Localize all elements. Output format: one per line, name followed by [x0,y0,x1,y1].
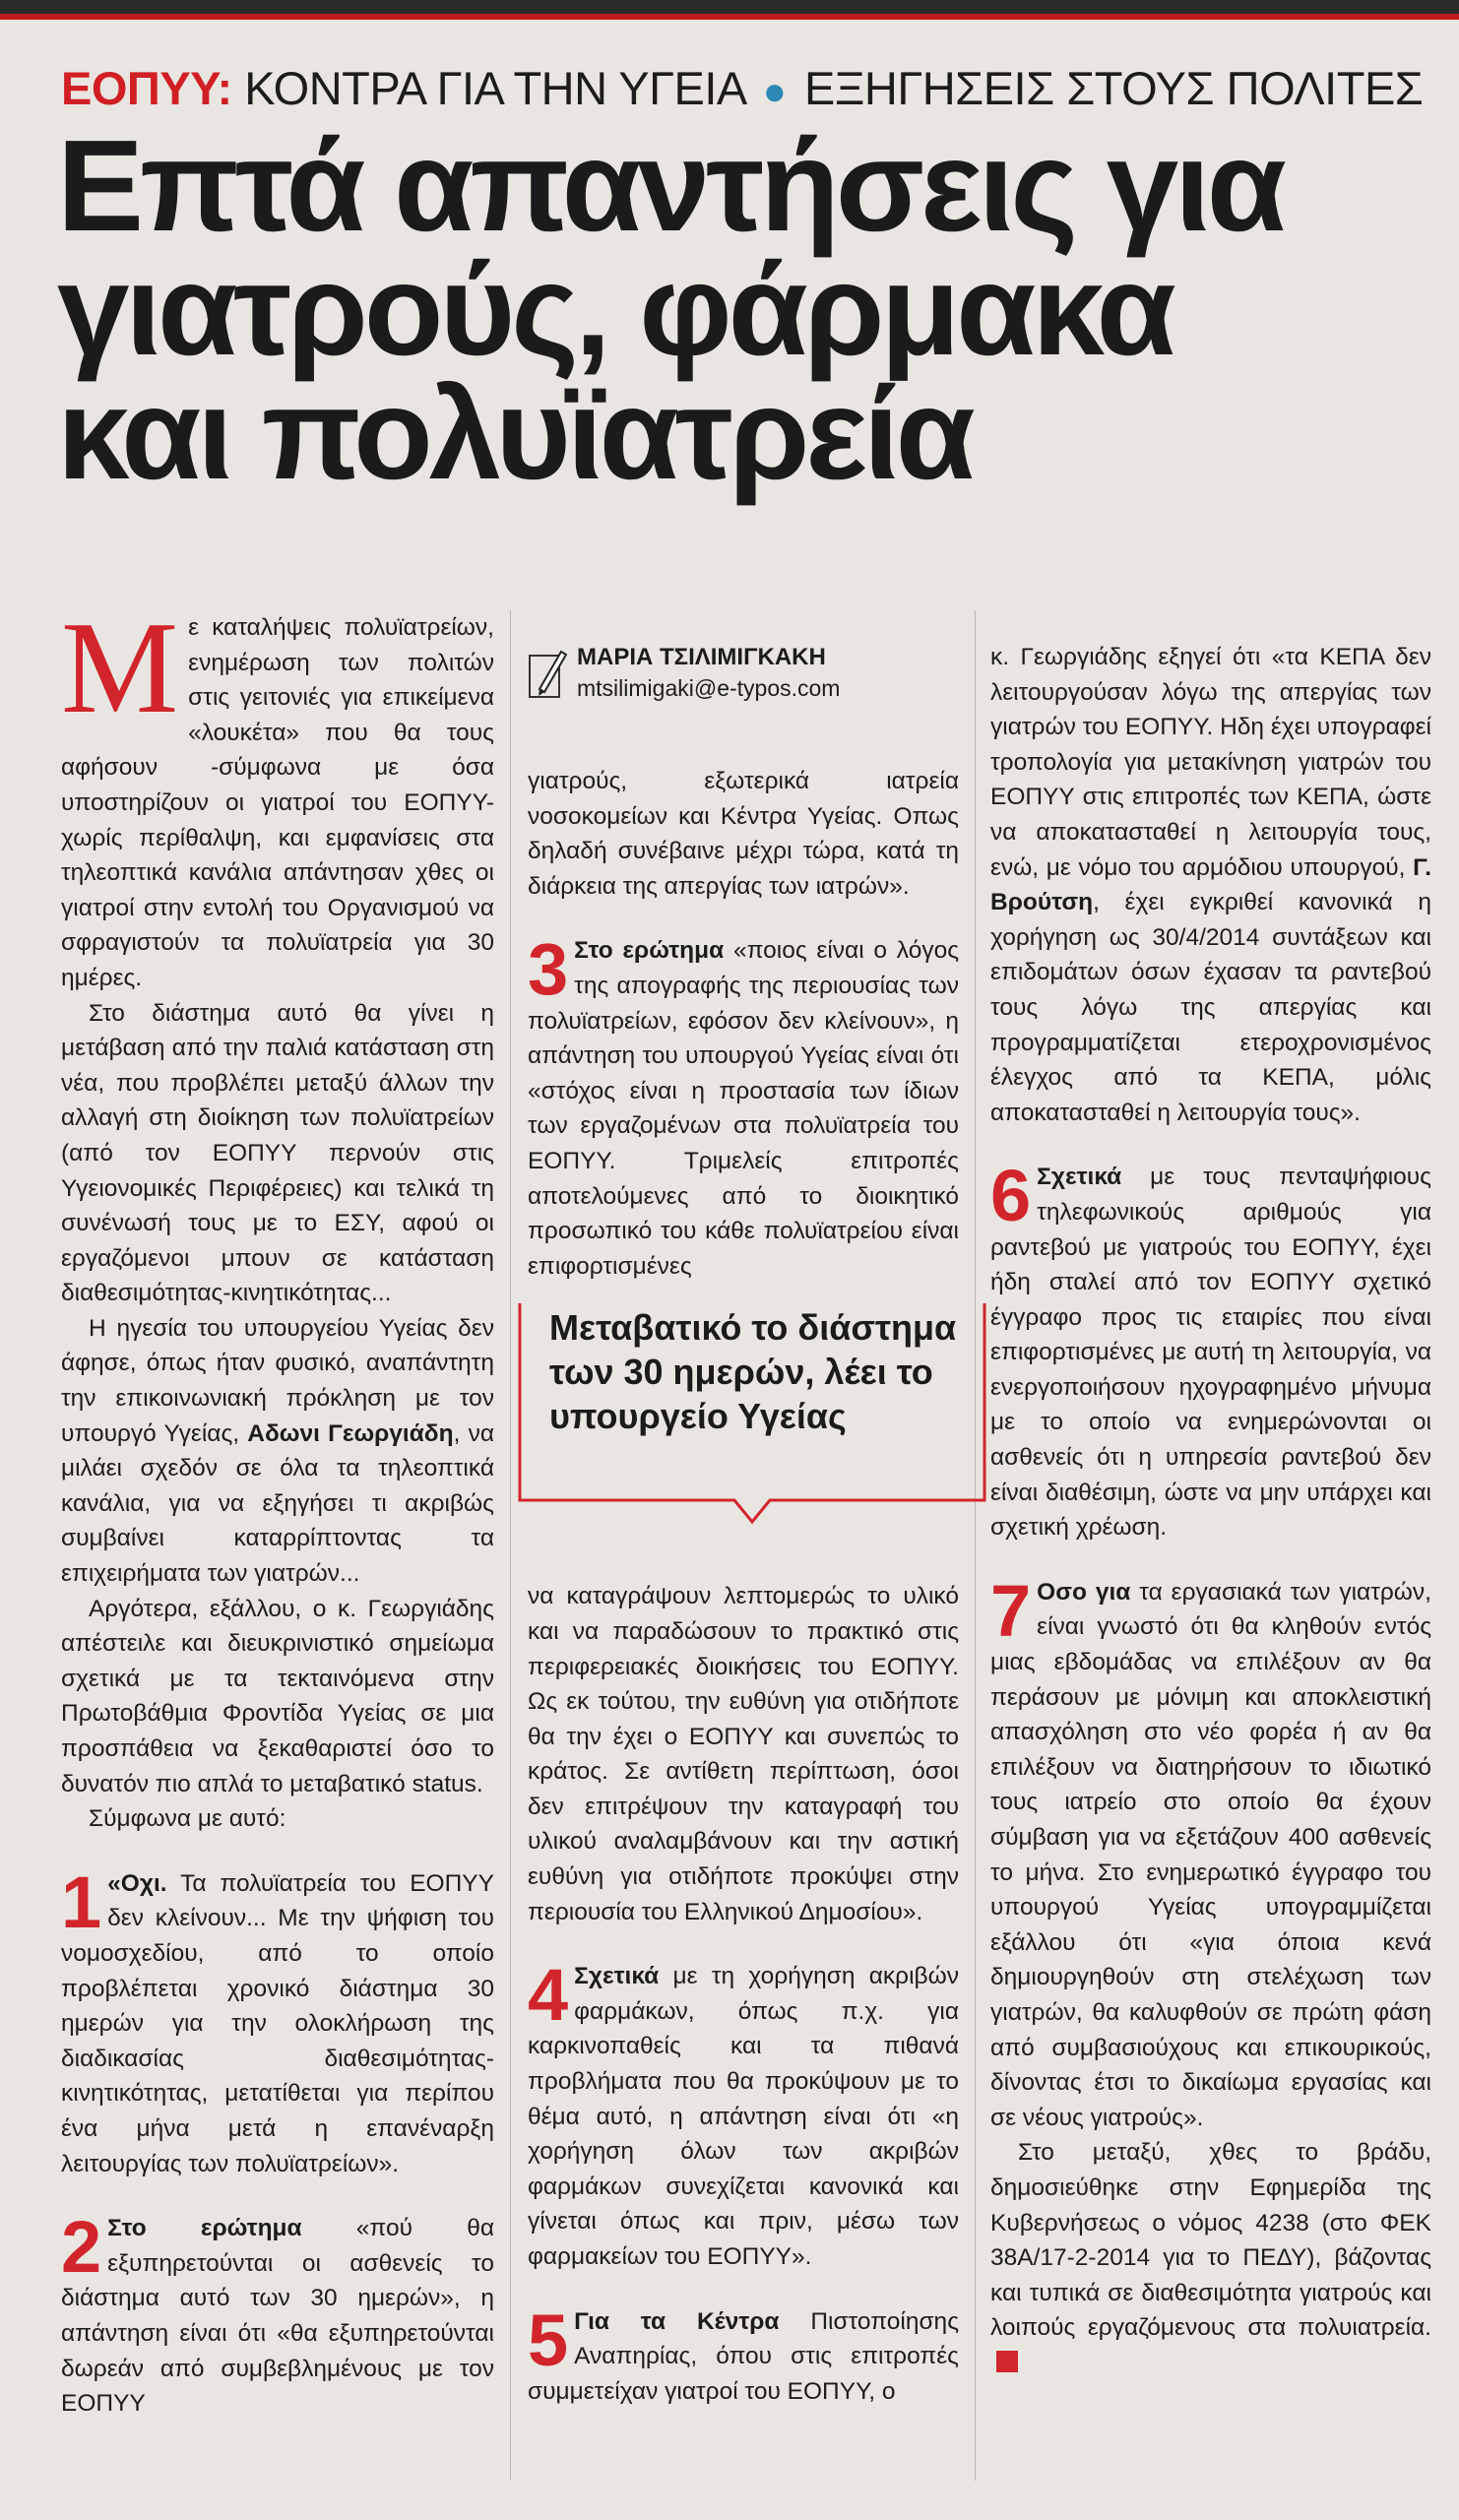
paragraph: γιατρούς, εξωτερικά ιατρεία νοσοκομείων και Κέντρα Υγείας. Οπως δηλαδή συνέβαινε μέχρι τώρα, κατά τη διάρκεια της απεργίας των ιατρών». [528,768,959,900]
intro-paragraph: Με καταλήψεις πολυϊατρείων, ενημέρωση των πολιτών στις γειτονιές για επικείμενα «λουκέτα» που θα τους αφήσουν -σύμφωνα με όσα υποστηρίζουν οι γιατροί του ΕΟΠΥΥ- χωρίς περίθαλψη, και εμφανίσεις στα τηλεοπτικά κανάλια απάντησαν χθες οι γιατροί στην εντολή του Οργανισμού να σφραγιστούν τα πολυϊατρεία για 30 ημέρες. [61,595,494,991]
answer-3: 3 Στο ερώτημα «ποιος είναι ο λόγος της απογραφής της περιουσίας των πολυϊατρείων, εφόσον δεν κλείνουν», η απάντηση του υπουργού Υγείας είναι ότι «στόχος είναι η προστασία των ίδιων των εργαζομένων στα πολυϊατρεία του ΕΟΠΥΥ. Τριμελείς επιτροπές αποτελούμενες από το διοικητικό προσωπικό του κάθε πολυϊατρείου είναι επιφορτισμένες [528,928,959,1280]
answer-number: 7 [990,1569,1032,1652]
author-email: mtsilimigaki@e-typos.com [577,675,841,701]
paragraph: Αργότερα, εξάλλου, ο κ. Γεωργιάδης απέστειλε και διευκρινιστικό σημείωμα σχετικά με τα τεκταινόμενα στην Πρωτοβάθμια Φροντίδα Υγείας σε μια προσπάθεια να ξεκαθαριστεί όσο το δυνατόν πιο απλά το μεταβατικό status. [61,1595,494,1797]
minister-name: Αδωνι Γεωργιάδη [247,1419,454,1447]
kicker-text-1: ΚΟΝΤΡΑ ΓΙΑ ΤΗΝ ΥΓΕΙΑ [244,62,745,114]
pen-icon [528,648,567,701]
answer-number: 2 [61,2206,102,2289]
pull-quote-box [516,1299,988,1528]
headline-line-3: και πολυϊατρεία [57,361,972,506]
minister-name-2: Γ. Βρούτση [990,853,1431,916]
bullet-dot-icon: ● [762,70,787,113]
answer-number: 1 [61,1860,102,1943]
column-divider-2 [975,610,976,2481]
article-column-1 [61,595,495,2422]
kicker-eopyy: ΕΟΠΥΥ: [61,62,232,114]
paragraph: Η ηγεσία του υπουργείου Υγείας δεν άφησε, όπως ήταν φυσικό, αναπάντητη την επικοινωνιακή πρόκληση με τον υπουργό Υγείας, Αδωνι Γεωργιάδη, να μιλάει σχεδόν σε όλα τα τηλεοπτικά κανάλια, για να εξηγήσει τι ακριβώς συμβαίνει καταρρίπτοντας τα επιχειρήματα των γιατρών... [61,1314,495,1588]
pull-quote-text: Μεταβατικό το διάστημα των 30 ημερών, λέει το υπουργείο Υγείας [549,1307,957,1436]
section-kicker [61,61,1423,115]
answer-4: 4 Σχετικά με τη χορήγηση ακριβών φαρμάκων, όπως π.χ. για καρκινοπαθείς και τα πιθανά προβλήματα που θα προκύψουν με το θέμα αυτό, η απάντηση είναι ότι «η χορήγηση όλων των ακριβών φαρμάκων συνεχίζεται κανονικά και γίνεται όπως και πριν, μέσω των φαρμακείων του ΕΟΠΥΥ». [528,1954,959,2270]
answer-7: 7 Οσο για τα εργασιακά των γιατρών, είναι γνωστό ότι θα κληθούν εντός μιας εβδομάδας να επιλέξουν αν θα περάσουν με μόνιμη και αποκλειστική απασχόληση στο νέο φορέα ή αν θα επιλέξουν να διατηρήσουν το ιδιωτικό τους ιατρείο στο οποίο θα έχουν σύμβαση για να εξετάζουν 400 ασθενείς το μήνα. Στο ενημερωτικό έγγραφο του υπουργού Υγείας υπογραμμίζεται εξάλλου ότι «για όποια κενά δημιουργηθούν στη στελέχωση των γιατρών, θα καλυφθούν σε πρώτη φάση από συμβασιούχους και επικουρικούς, δίνοντας έτσι το δικαίωμα εργασίας και σε νέους γιατρούς». [990,1569,1431,2131]
answer-1: 1 «Οχι. Τα πολυϊατρεία του ΕΟΠΥΥ δεν κλείνουν... Με την ψήφιση του νομοσχεδίου, από το οποίο προβλέπεται χρονικό διάστημα 30 ημερών για την ολοκλήρωση της διαδικασίας διαθεσιμότητας-κινητικότητας, μετατίθεται για περίπου ένα μήνα μετά η επανέναρξη λειτουργίας των πολυϊατρείων». [61,1860,494,2177]
paragraph: Στο διάστημα αυτό θα γίνει η μετάβαση από την παλιά κατάσταση στη νέα, που προβλέπει μεταξύ άλλων την αλλαγή στη διοίκηση των πολυϊατρείων (από τον ΕΟΠΥΥ περνούν στις Υγειονομικές Περιφέρειες) και τελικά τη συνένωσή τους με το ΕΣΥ, αφού οι εργαζόμενοι μπουν σε κατάσταση διαθεσιμότητας-κινητικότητας... [61,999,494,1307]
answer-5: 5 Για τα Κέντρα Πιστοποίησης Αναπηρίας, όπου στις επιτροπές συμμετείχαν γιατροί του ΕΟΠΥΥ, ο [528,2299,959,2405]
answer-number: 4 [528,1954,569,2037]
answer-number: 6 [990,1155,1032,1237]
top-red-rule [0,14,1459,20]
answer-number: 3 [528,928,569,1011]
column-divider-1 [510,610,511,2481]
headline [57,113,1455,506]
headline-line-1: Επτά απαντήσεις για [57,113,1283,258]
drop-cap: Μ [61,595,179,740]
paragraph: να καταγράψουν λεπτομερώς το υλικό και να παραδώσουν το πρακτικό στις περιφερειακές διοικήσεις του ΕΟΠΥΥ. Ως εκ τούτου, την ευθύνη για οτιδήποτε θα την έχει ο ΕΟΠΥΥ και συνεπώς το κράτος. Σε αντίθετη περίπτωση, όσοι δεν επιτρέψουν την καταγραφή του υλικού αναλαμβάνουν και την αστική ευθύνη για οτιδήποτε προκύψει στην περιουσία του Ελληνικού Δημοσίου». [528,1583,959,1925]
paragraph: Σύμφωνα με αυτό: [89,1805,286,1833]
article-column-3 [990,640,1431,2381]
byline [528,642,959,713]
end-mark-icon [996,2351,1018,2372]
author-name: ΜΑΡΙΑ ΤΣΙΛΙΜΙΓΚΑΚΗ [577,644,826,670]
article-column-2 [528,764,959,2409]
closing-paragraph: Στο μεταξύ, χθες το βράδυ, δημοσιεύθηκε στην Εφημερίδα της Κυβερνήσεως ο νόμος 4238 (στο ΦΕΚ 38Α/17-2-2014 για το ΠΕΔΥ), βάζοντας και τυπικά σε διαθεσιμότητα γιατρούς και λοιπούς εργαζόμενους στα πολυιατρεία. [990,2135,1431,2380]
headline-line-2: γιατρούς, φάρμακα [57,237,1173,382]
answer-6: 6 Σχετικά με τους πενταψήφιους τηλεφωνικούς αριθμούς για ραντεβού με γιατρούς του ΕΟΠΥΥ, έχει ήδη σταλεί από τον ΕΟΠΥΥ σχετικό έγγραφο προς τις εταιρίες που είναι επιφορτισμένες με αυτή τη λειτουργία, να ενεργοποιήσουν ηχογραφημένο μήνυμα με το οποίο να ενημερώνονται οι ασθενείς ότι η υπηρεσία ραντεβού δεν είναι διαθέσιμη, ώστε να μην υπάρχει και σχετική χρέωση. [990,1155,1431,1542]
kicker-text-2: ΕΞΗΓΗΣΕΙΣ ΣΤΟΥΣ ΠΟΛΙΤΕΣ [803,62,1424,114]
answer-2: 2 Στο ερώτημα «πού θα εξυπηρετούνται οι ασθενείς το διάστημα αυτό των 30 ημερών», η απάντηση είναι ότι «θα εξυπηρετούνται δωρεάν από συμβεβλημένους με τον ΕΟΠΥΥ [61,2206,494,2418]
paragraph: κ. Γεωργιάδης εξηγεί ότι «τα ΚΕΠΑ δεν λειτουργούσαν λόγω της απεργίας των γιατρών του ΕΟΠΥΥ. Ηδη έχει υπογραφεί τροπολογία για μετακίνηση γιατρών του ΕΟΠΥΥ στις επιτροπές των ΚΕΠΑ, ώστε να αποκατασταθεί η λειτουργία τους, ενώ, με νόμο του αρμόδιου υπουργού, Γ. Βρούτση, έχει εγκριθεί κανονικά η χορήγηση ως 30/4/2014 συντάξεων και επιδομάτων όσων έχασαν τα ραντεβού τους λόγω της απεργίας και προγραμματίζεται ετεροχρονισμένος έλεγχος από τα ΚΕΠΑ, μόλις αποκατασταθεί η λειτουργία τους». [990,644,1431,1126]
answer-number: 5 [528,2299,569,2381]
